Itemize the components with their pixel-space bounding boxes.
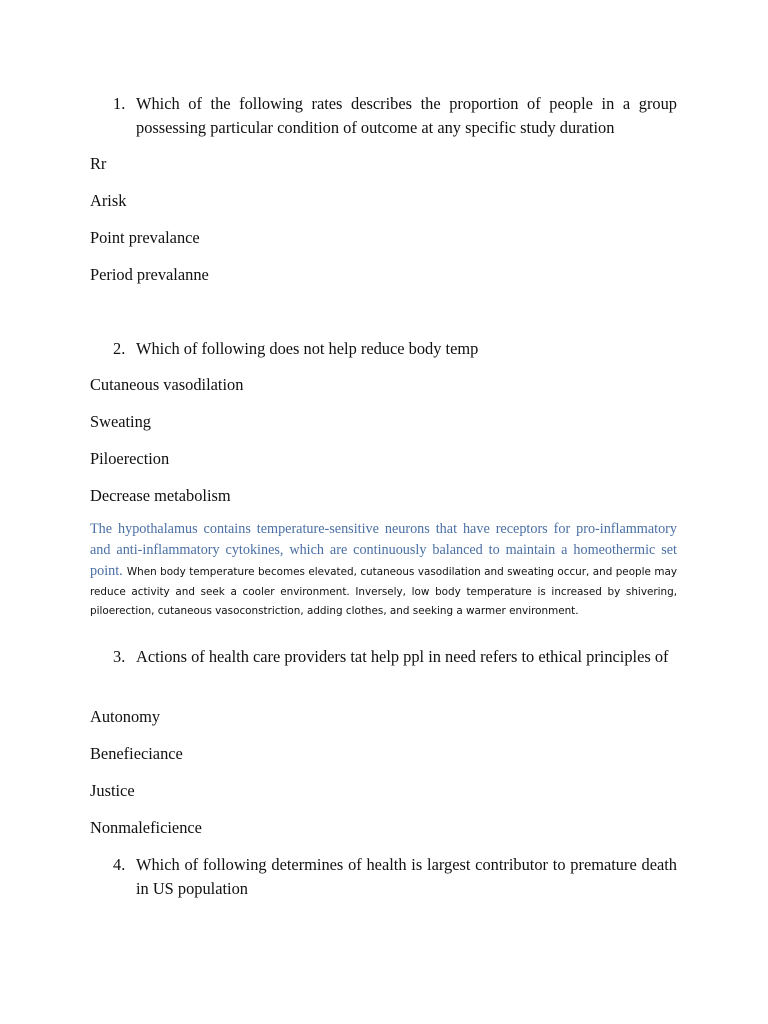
option-q1-a: Rr [90,154,107,173]
question-number: 2. [113,339,126,358]
option-q3-a: Autonomy [90,707,161,726]
question-text: Which of the following rates describes the proportion of people in a group possessing particular condition of outcome at any specific study duration [136,94,677,137]
explanation-body: When body temperature becomes elevated, cutaneous vasodilation and sweating occur, and people may reduce activity and seek a cooler environment. Inversely, low body temperature is increased by shivering, piloerection, cutaneous vasoconstriction, adding clothes, and seeking a warmer environment. [90,566,677,617]
option-q2-a: Cutaneous vasodilation [90,375,244,394]
question-text: Which of following determines of health is largest contributor to premature death in US population [136,855,677,898]
option-q2-d: Decrease metabolism [90,486,231,505]
option-q2-c: Piloerection [90,449,170,468]
question-1 [91,92,677,140]
option-q3-b: Benefieciance [90,744,183,763]
question-4 [91,853,677,901]
question-number: 1. [113,94,126,113]
option-q1-d: Period prevalanne [90,265,209,284]
question-text: Actions of health care providers tat help ppl in need refers to ethical principles of [136,647,669,666]
question-2 [91,337,677,361]
option-q1-b: Arisk [90,191,127,210]
question-number: 4. [113,855,126,874]
question-text: Which of following does not help reduce body temp [136,339,479,358]
question-number: 3. [113,647,126,666]
explanation-highlight: The hypothalamus contains temperature-sensitive neurons that have receptors for pro-inflammatory and anti-inflammatory cytokines, which are continuously balanced to maintain a homeothermic set point. [90,521,677,579]
option-q3-d: Nonmaleficience [90,818,202,837]
explanation-paragraph [90,519,677,620]
question-3 [91,645,677,669]
option-q1-c: Point prevalance [90,228,200,247]
option-q3-c: Justice [90,781,135,800]
option-q2-b: Sweating [90,412,152,431]
